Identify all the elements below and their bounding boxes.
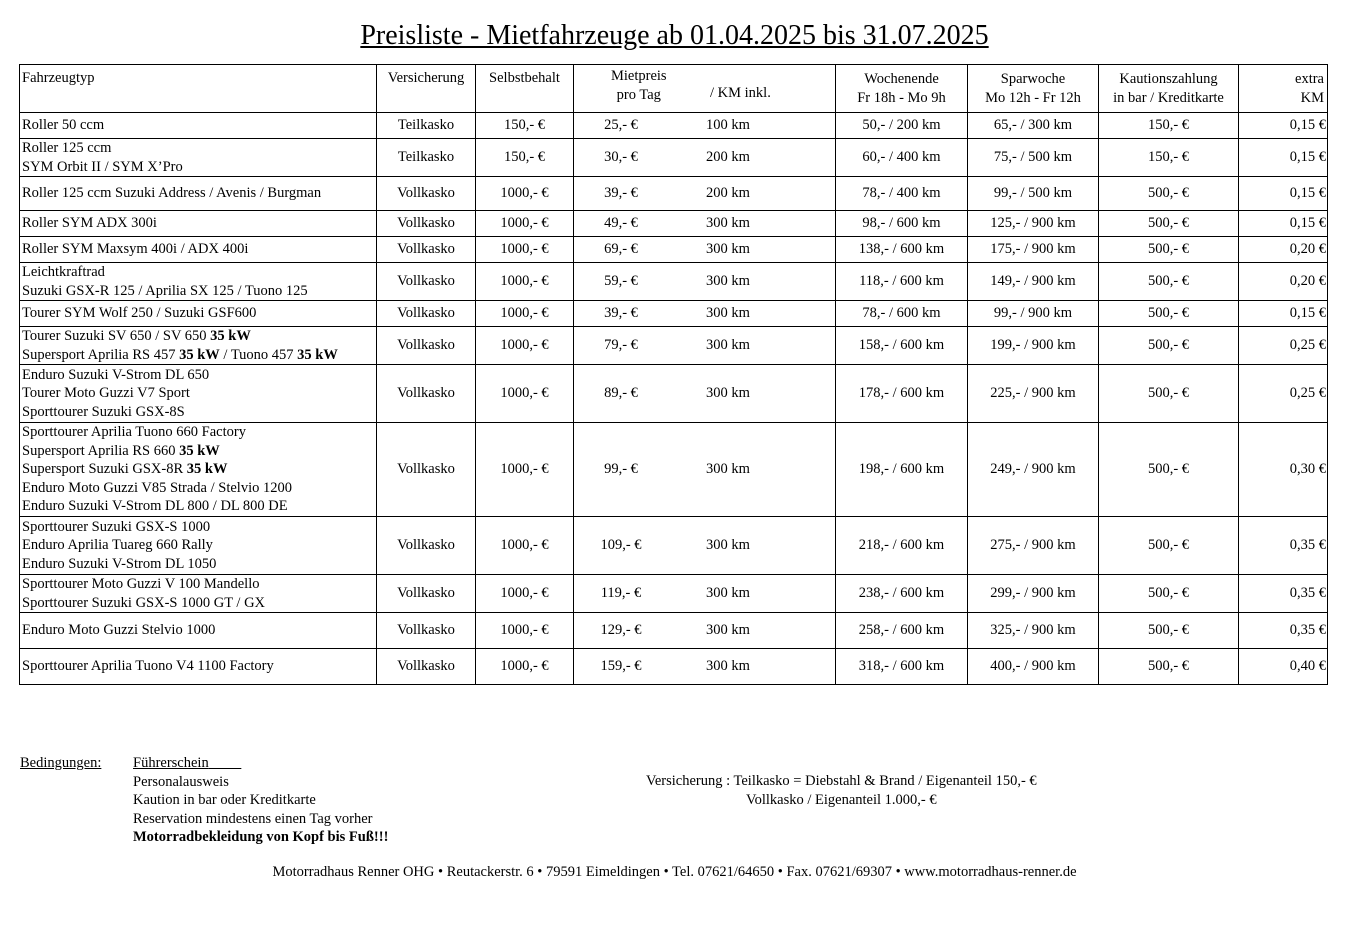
price-per-day: 109,- € [600,537,642,554]
cell-extra-km: 0,15 € [1239,211,1328,237]
insurance-line2: Vollkasko / Eigenanteil 1.000,- € [746,792,937,808]
cell-selbstbehalt: 1000,- € [476,613,574,649]
cell-selbstbehalt: 1000,- € [476,177,574,211]
cell-versicherung: Vollkasko [377,211,476,237]
model-text: Supersport Aprilia RS 457 [22,346,180,363]
model-text: Sporttourer Aprilia Tuono V4 1100 Factory [22,658,274,675]
cell-extra-km: 0,40 € [1239,649,1328,685]
km-included: 300 km [706,273,750,290]
cell-wochenende: 178,- / 600 km [836,365,968,423]
conditions-list [133,754,388,847]
table-row [20,649,1328,685]
km-included: 300 km [706,658,750,675]
model-text: / Tuono 457 [219,346,298,363]
page-title: Preisliste - Mietfahrzeuge ab 01.04.2025 bis 31.07.2025 [360,20,989,51]
cell-wochenende: 238,- / 600 km [836,575,968,613]
cell-wochenende: 60,- / 400 km [836,139,968,177]
price-per-day: 30,- € [604,149,638,166]
model-line [22,442,374,461]
cell-versicherung: Vollkasko [377,423,476,517]
cell-sparwoche: 65,- / 300 km [968,113,1099,139]
price-per-day: 59,- € [604,273,638,290]
model-text: Sporttourer Suzuki GSX-8S [22,403,185,420]
model-line [22,240,374,259]
cell-extra-km: 0,20 € [1239,263,1328,301]
cell-extra-km: 0,35 € [1239,613,1328,649]
model-line [22,263,374,282]
cell-mietpreis [574,177,836,211]
cell-wochenende: 98,- / 600 km [836,211,968,237]
cell-wochenende: 198,- / 600 km [836,423,968,517]
cell-mietpreis [574,423,836,517]
table-row [20,423,1328,517]
header-fahrzeugtyp: Fahrzeugtyp [20,65,377,113]
cell-wochenende: 78,- / 600 km [836,301,968,327]
cell-kaution: 500,- € [1099,263,1239,301]
header-kaution [1099,65,1239,113]
cell-versicherung: Vollkasko [377,517,476,575]
cell-selbstbehalt: 1000,- € [476,365,574,423]
model-text: Roller 125 ccm [22,140,112,156]
km-included: 300 km [706,385,750,402]
condition-item [133,754,388,773]
model-line [22,384,374,403]
table-row [20,113,1328,139]
cell-fahrzeugtyp [20,211,377,237]
cell-kaution: 500,- € [1099,301,1239,327]
cell-wochenende: 138,- / 600 km [836,237,968,263]
cell-fahrzeugtyp [20,575,377,613]
cell-selbstbehalt: 1000,- € [476,263,574,301]
model-text: Sporttourer Aprilia Tuono 660 Factory [22,424,246,441]
cell-selbstbehalt: 150,- € [476,139,574,177]
header-sparwoche-line1: Sparwoche [1000,71,1066,87]
cell-sparwoche: 175,- / 900 km [968,237,1099,263]
cell-extra-km: 0,20 € [1239,237,1328,263]
model-text: Tourer SYM Wolf 250 / Suzuki GSF600 [22,305,257,322]
header-mietpreis [574,65,836,113]
cell-mietpreis [574,113,836,139]
header-wochenende [836,65,968,113]
cell-fahrzeugtyp [20,649,377,685]
cell-extra-km: 0,15 € [1239,177,1328,211]
km-included: 300 km [706,461,750,478]
cell-mietpreis [574,613,836,649]
model-text: Enduro Aprilia Tuareg 660 Rally [22,537,213,554]
cell-mietpreis [574,211,836,237]
cell-versicherung: Teilkasko [377,113,476,139]
price-per-day: 159,- € [600,658,642,675]
model-line [22,116,374,135]
cell-fahrzeugtyp [20,365,377,423]
model-line [22,518,374,537]
table-row [20,301,1328,327]
km-included: 200 km [706,149,750,166]
table-row [20,177,1328,211]
cell-extra-km: 0,15 € [1239,301,1328,327]
model-line [22,214,374,233]
header-mietpreis-line1: Mietpreis [611,68,667,84]
cell-versicherung: Teilkasko [377,139,476,177]
condition-item: Reservation mindestens einen Tag vorher [133,810,373,827]
cell-fahrzeugtyp [20,113,377,139]
model-text: Enduro Moto Guzzi V85 Strada / Stelvio 1200 [22,479,292,496]
table-row [20,211,1328,237]
model-line [22,460,374,479]
cell-sparwoche: 225,- / 900 km [968,365,1099,423]
cell-sparwoche: 275,- / 900 km [968,517,1099,575]
cell-mietpreis [574,649,836,685]
model-line [22,346,374,365]
cell-fahrzeugtyp [20,177,377,211]
price-per-day: 89,- € [604,385,638,402]
table-row [20,139,1328,177]
cell-kaution: 150,- € [1099,113,1239,139]
cell-extra-km: 0,25 € [1239,327,1328,365]
model-power-bold: 35 kW [179,442,220,459]
cell-fahrzeugtyp [20,517,377,575]
model-line [22,657,374,676]
header-extra-km [1239,65,1328,113]
cell-wochenende: 50,- / 200 km [836,113,968,139]
cell-sparwoche: 125,- / 900 km [968,211,1099,237]
cell-kaution: 500,- € [1099,575,1239,613]
model-line [22,304,374,323]
cell-selbstbehalt: 1000,- € [476,649,574,685]
conditions-label [20,754,101,773]
cell-extra-km: 0,35 € [1239,517,1328,575]
cell-mietpreis [574,575,836,613]
model-power-bold: 35 kW [186,461,228,478]
cell-selbstbehalt: 1000,- € [476,237,574,263]
cell-selbstbehalt: 150,- € [476,113,574,139]
cell-sparwoche: 325,- / 900 km [968,613,1099,649]
header-extra-line1: extra [1295,71,1324,87]
cell-kaution: 500,- € [1099,613,1239,649]
model-text: SYM Orbit II / SYM X’Pro [22,158,183,175]
model-text: Tourer Suzuki SV 650 / SV 650 [22,328,211,344]
table-row [20,517,1328,575]
condition-item-text: Führerschein [133,755,209,771]
cell-versicherung: Vollkasko [377,575,476,613]
cell-versicherung: Vollkasko [377,649,476,685]
model-text: Tourer Moto Guzzi V7 Sport [22,385,190,402]
cell-extra-km: 0,15 € [1239,139,1328,177]
header-km-inkl: / KM inkl. [710,85,771,101]
model-text: Roller 50 ccm [22,117,105,134]
cell-fahrzeugtyp [20,237,377,263]
cell-extra-km: 0,35 € [1239,575,1328,613]
cell-versicherung: Vollkasko [377,263,476,301]
cell-extra-km: 0,30 € [1239,423,1328,517]
header-sparwoche-line2: Mo 12h - Fr 12h [985,89,1081,106]
model-text: Roller SYM Maxsym 400i / ADX 400i [22,241,249,258]
price-per-day: 39,- € [604,185,638,202]
price-per-day: 25,- € [604,117,638,134]
table-header-row [20,65,1328,113]
cell-fahrzeugtyp [20,301,377,327]
header-extra-line2: KM [1300,89,1324,106]
model-text: Roller SYM ADX 300i [22,215,157,232]
cell-sparwoche: 249,- / 900 km [968,423,1099,517]
km-included: 300 km [706,305,750,322]
header-wochenende-line2: Fr 18h - Mo 9h [857,89,946,106]
cell-mietpreis [574,517,836,575]
cell-selbstbehalt: 1000,- € [476,327,574,365]
model-line [22,327,374,346]
cell-mietpreis [574,301,836,327]
cell-versicherung: Vollkasko [377,177,476,211]
model-text: Sporttourer Suzuki GSX-S 1000 [22,518,211,535]
model-line [22,282,374,301]
model-line [22,555,374,574]
model-line [22,423,374,442]
model-line [22,536,374,555]
cell-wochenende: 78,- / 400 km [836,177,968,211]
km-included: 300 km [706,622,750,639]
footer-address: Motorradhaus Renner OHG • Reutackerstr. 6 • 79591 Eimeldingen • Tel. 07621/64650 • Fax. 07621/69307 • www.motorradhaus-renner.de [272,864,1077,880]
cell-extra-km: 0,15 € [1239,113,1328,139]
model-line [22,621,374,640]
model-text: Enduro Suzuki V-Strom DL 650 [22,366,210,383]
km-included: 300 km [706,537,750,554]
header-kaution-line2: in bar / Kreditkarte [1113,89,1224,106]
insurance-line1: Versicherung : Teilkasko = Diebstahl & Brand / Eigenanteil 150,- € [646,773,1037,789]
cell-sparwoche: 75,- / 500 km [968,139,1099,177]
cell-wochenende: 318,- / 600 km [836,649,968,685]
cell-sparwoche: 99,- / 500 km [968,177,1099,211]
table-row [20,365,1328,423]
header-kaution-line1: Kautionszahlung [1119,71,1218,87]
model-text: Sporttourer Suzuki GSX-S 1000 GT / GX [22,594,266,611]
header-sparwoche [968,65,1099,113]
price-per-day: 129,- € [600,622,642,639]
price-table [19,64,1328,685]
table-row [20,237,1328,263]
table-row [20,575,1328,613]
cell-sparwoche: 199,- / 900 km [968,327,1099,365]
cell-versicherung: Vollkasko [377,301,476,327]
cell-selbstbehalt: 1000,- € [476,301,574,327]
model-power-bold: 35 kW [179,346,220,363]
model-text: Roller 125 ccm Suzuki Address / Avenis / Burgman [22,185,322,202]
price-per-day: 79,- € [604,337,638,354]
condition-item: Kaution in bar oder Kreditkarte [133,792,316,808]
cell-fahrzeugtyp [20,139,377,177]
table-row [20,327,1328,365]
model-text: Enduro Suzuki V-Strom DL 800 / DL 800 DE [22,498,288,515]
km-included: 300 km [706,337,750,354]
cell-wochenende: 118,- / 600 km [836,263,968,301]
cell-mietpreis [574,327,836,365]
price-per-day: 99,- € [604,461,638,478]
cell-wochenende: 218,- / 600 km [836,517,968,575]
model-text: Supersport Suzuki GSX-8R [22,461,187,478]
km-included: 300 km [706,585,750,602]
cell-versicherung: Vollkasko [377,327,476,365]
km-included: 100 km [706,117,750,134]
price-per-day: 39,- € [604,305,638,322]
table-row [20,613,1328,649]
cell-kaution: 500,- € [1099,517,1239,575]
cell-kaution: 500,- € [1099,177,1239,211]
model-line [22,184,374,203]
cell-fahrzeugtyp [20,423,377,517]
cell-wochenende: 258,- / 600 km [836,613,968,649]
cell-sparwoche: 400,- / 900 km [968,649,1099,685]
price-per-day: 119,- € [600,585,642,602]
model-text: Suzuki GSX-R 125 / Aprilia SX 125 / Tuono 125 [22,282,308,299]
cell-fahrzeugtyp [20,613,377,649]
price-per-day: 49,- € [604,215,638,232]
header-selbstbehalt: Selbstbehalt [476,65,574,113]
cell-sparwoche: 299,- / 900 km [968,575,1099,613]
km-included: 300 km [706,215,750,232]
model-line [22,575,374,594]
cell-selbstbehalt: 1000,- € [476,517,574,575]
model-power-bold: 35 kW [210,328,251,344]
cell-extra-km: 0,25 € [1239,365,1328,423]
cell-versicherung: Vollkasko [377,237,476,263]
model-power-bold: 35 kW [297,346,338,363]
model-line [22,366,374,385]
model-line [22,139,374,158]
cell-fahrzeugtyp [20,263,377,301]
cell-selbstbehalt: 1000,- € [476,423,574,517]
cell-versicherung: Vollkasko [377,613,476,649]
model-line [22,158,374,177]
table-row [20,263,1328,301]
model-line [22,594,374,613]
cell-fahrzeugtyp [20,327,377,365]
table-body [20,113,1328,685]
model-text: Supersport Aprilia RS 660 [22,442,180,459]
cell-kaution: 500,- € [1099,211,1239,237]
model-text: Leichtkraftrad [22,264,105,280]
cell-kaution: 500,- € [1099,237,1239,263]
cell-sparwoche: 99,- / 900 km [968,301,1099,327]
cell-mietpreis [574,237,836,263]
model-text: Enduro Suzuki V-Strom DL 1050 [22,555,217,572]
cell-wochenende: 158,- / 600 km [836,327,968,365]
cell-versicherung: Vollkasko [377,365,476,423]
condition-item-bold: Motorradbekleidung von Kopf bis Fuß!!! [133,829,389,845]
price-per-day: 69,- € [604,241,638,258]
header-wochenende-line1: Wochenende [864,71,939,87]
km-included: 200 km [706,185,750,202]
header-versicherung: Versicherung [377,65,476,113]
model-line [22,497,374,516]
cell-kaution: 500,- € [1099,327,1239,365]
km-included: 300 km [706,241,750,258]
cell-mietpreis [574,139,836,177]
model-line [22,479,374,498]
cell-mietpreis [574,263,836,301]
model-text: Sporttourer Moto Guzzi V 100 Mandello [22,576,260,592]
cell-kaution: 500,- € [1099,365,1239,423]
condition-item: Personalausweis [133,773,229,790]
header-mietpreis-line2: pro Tag [616,86,661,103]
model-line [22,403,374,422]
cell-sparwoche: 149,- / 900 km [968,263,1099,301]
conditions-label-text: Bedingungen: [20,755,102,771]
cell-kaution: 500,- € [1099,423,1239,517]
cell-mietpreis [574,365,836,423]
cell-selbstbehalt: 1000,- € [476,575,574,613]
cell-kaution: 500,- € [1099,649,1239,685]
model-text: Enduro Moto Guzzi Stelvio 1000 [22,622,216,639]
cell-kaution: 150,- € [1099,139,1239,177]
cell-selbstbehalt: 1000,- € [476,211,574,237]
